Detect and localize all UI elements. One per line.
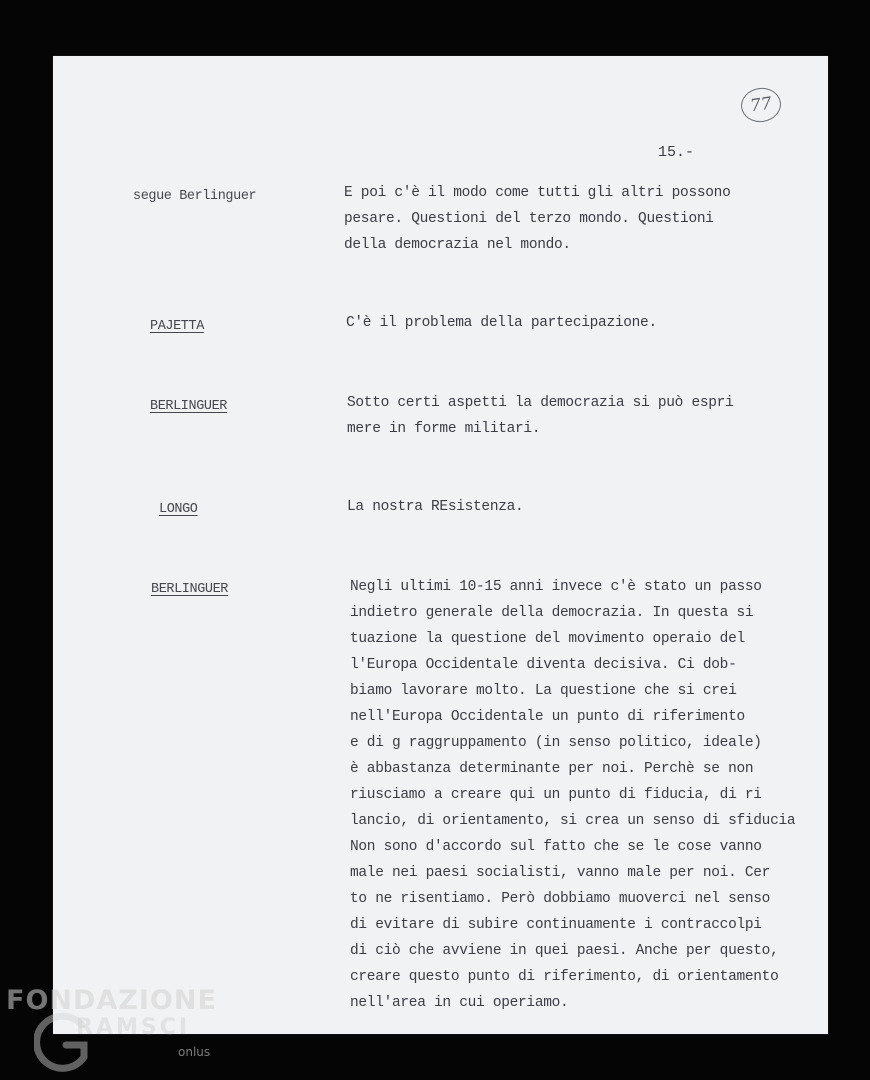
speech-line: e di g raggruppamento (in senso politico, ideale) xyxy=(350,735,762,751)
speech-line: l'Europa Occidentale diventa decisiva. Ci dob- xyxy=(350,657,737,673)
watermark-line2: RAMSCI xyxy=(76,1015,191,1040)
watermark-line1: FONDAZIONE xyxy=(6,985,217,1016)
speech-block xyxy=(347,390,733,442)
speech-line: biamo lavorare molto. La questione che si crei xyxy=(350,683,737,699)
speech-line: di ciò che avviene in quei paesi. Anche per questo, xyxy=(350,943,779,959)
speech-line: è abbastanza determinante per noi. Perchè se non xyxy=(350,761,754,777)
speech-line: E poi c'è il modo come tutti gli altri possono xyxy=(344,185,731,201)
speech-line: tuazione la questione del movimento operaio del xyxy=(350,631,745,647)
speaker-label: LONGO xyxy=(159,502,198,517)
speech-block xyxy=(347,494,523,520)
speaker-label: BERLINGUER xyxy=(150,399,228,414)
speech-line: di evitare di subire continuamente i contraccolpi xyxy=(350,917,762,933)
speech-line: creare questo punto di riferimento, di orientamento xyxy=(350,969,779,985)
speech-line: Non sono d'accordo sul fatto che se le cose vanno xyxy=(350,839,762,855)
speech-line: nell'Europa Occidentale un punto di riferimento xyxy=(350,709,745,725)
speech-line: male nei paesi socialisti, vanno male per noi. Cer xyxy=(350,865,771,881)
fondazione-gramsci-watermark xyxy=(6,985,236,1075)
speech-block xyxy=(346,310,657,336)
speech-line: riusciamo a creare qui un punto di fiducia, di ri xyxy=(350,787,762,803)
speaker-label: BERLINGUER xyxy=(151,582,229,597)
speech-line: lancio, di orientamento, si crea un senso di sfiducia xyxy=(350,813,796,829)
speech-line: mere in forme militari. xyxy=(347,421,541,437)
speech-line: Negli ultimi 10-15 anni invece c'è stato un passo xyxy=(350,579,762,595)
speech-block xyxy=(350,574,795,1016)
watermark-suffix: onlus xyxy=(178,1045,211,1059)
speech-line: nell'area in cui operiamo. xyxy=(350,995,569,1011)
speaker-label: segue Berlinguer xyxy=(133,189,257,204)
speech-line: La nostra REsistenza. xyxy=(347,499,524,515)
speech-line: Sotto certi aspetti la democrazia si può espri xyxy=(347,395,734,411)
speech-line: to ne risentiamo. Però dobbiamo muoverci nel senso xyxy=(350,891,771,907)
page-number: 15.- xyxy=(658,144,695,161)
speech-line: C'è il problema della partecipazione. xyxy=(346,315,657,331)
speaker-label: PAJETTA xyxy=(150,319,204,334)
archive-annotation-number: 77 xyxy=(739,85,783,124)
speech-block xyxy=(344,180,730,258)
speech-line: indietro generale della democrazia. In questa si xyxy=(350,605,754,621)
speech-line: pesare. Questioni del terzo mondo. Questioni xyxy=(344,211,714,227)
speech-line: della democrazia nel mondo. xyxy=(344,237,571,253)
document-page xyxy=(53,56,828,1034)
